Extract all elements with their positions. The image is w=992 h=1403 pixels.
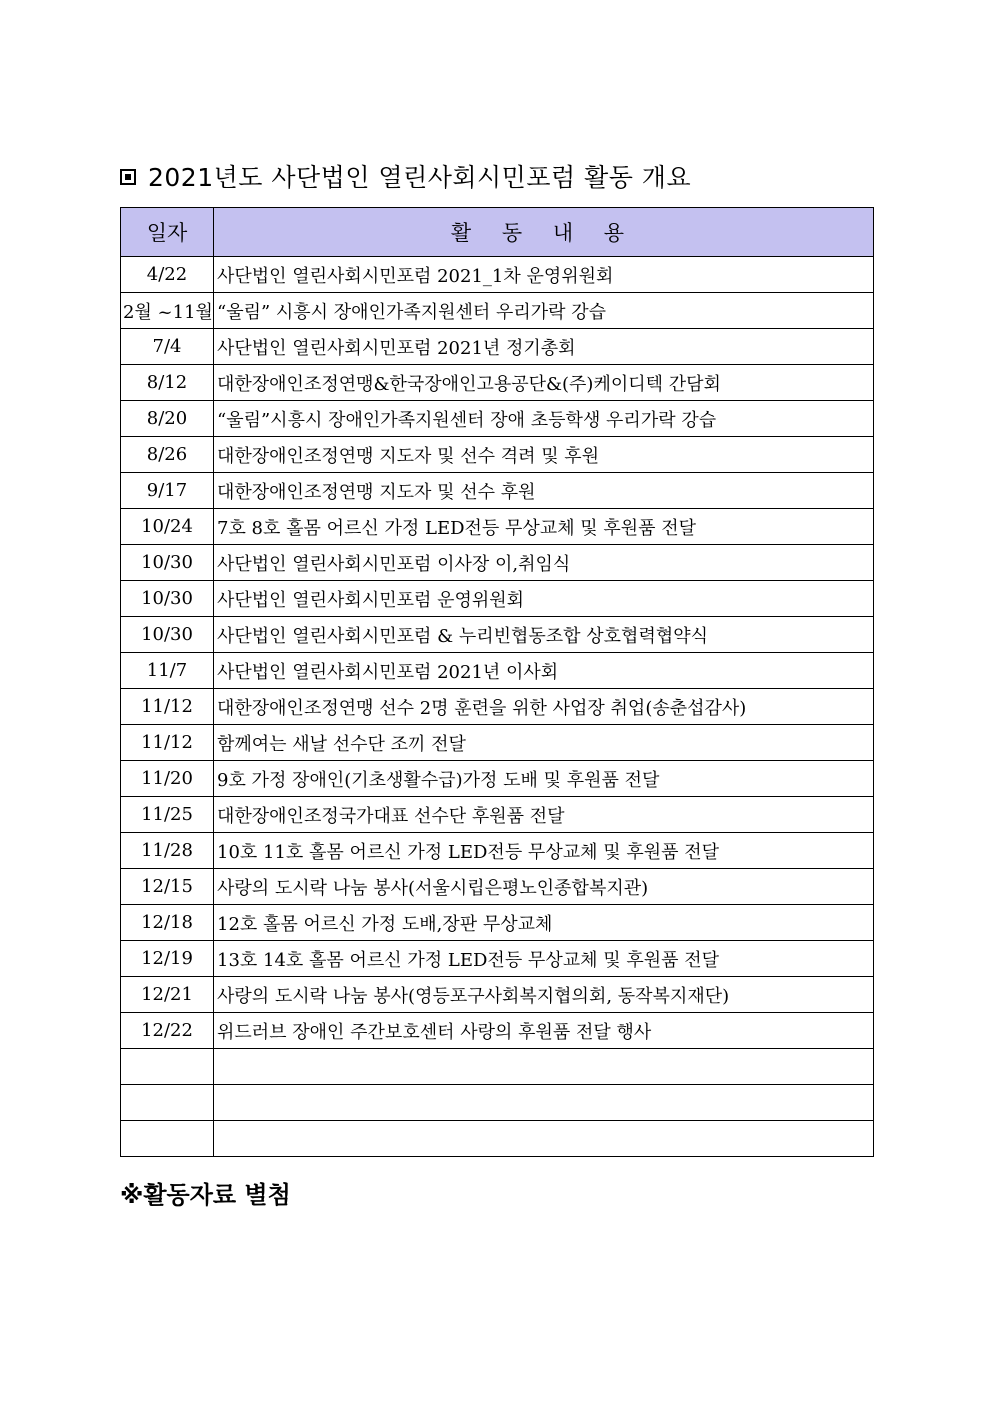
- table-row: [121, 1085, 874, 1121]
- row-date: 7/4: [121, 329, 214, 365]
- table-row: [121, 365, 874, 401]
- table-row: [121, 941, 874, 977]
- table-row: [121, 725, 874, 761]
- row-content: 사단법인 열린사회시민포럼 운영위원회: [214, 581, 874, 617]
- row-content: 대한장애인조정연맹 지도자 및 선수 후원: [214, 473, 874, 509]
- row-content: [214, 1085, 874, 1121]
- row-content: 대한장애인조정연맹&한국장애인고용공단&(주)케이디텍 간담회: [214, 365, 874, 401]
- row-content: [214, 1121, 874, 1157]
- row-content: 12호 홀몸 어르신 가정 도배,장판 무상교체: [214, 905, 874, 941]
- row-content: 사랑의 도시락 나눔 봉사(서울시립은평노인종합복지관): [214, 869, 874, 905]
- table-row: [121, 509, 874, 545]
- row-content: 10호 11호 홀몸 어르신 가정 LED전등 무상교체 및 후원품 전달: [214, 833, 874, 869]
- activity-table: [120, 207, 874, 1157]
- table-row: [121, 905, 874, 941]
- table-row: [121, 437, 874, 473]
- document-title-text: 2021년도 사단법인 열린사회시민포럼 활동 개요: [148, 163, 692, 192]
- row-date: [121, 1049, 214, 1085]
- row-date: 11/12: [121, 725, 214, 761]
- row-date: 11/25: [121, 797, 214, 833]
- row-content: 사단법인 열린사회시민포럼 이사장 이,취임식: [214, 545, 874, 581]
- attachment-note: ※활동자료 별첨: [120, 1181, 291, 1209]
- row-content: 대한장애인조정연맹 지도자 및 선수 격려 및 후원: [214, 437, 874, 473]
- table-row: [121, 1121, 874, 1157]
- table-header-row: [121, 208, 874, 257]
- table-row: [121, 869, 874, 905]
- table-row: [121, 257, 874, 293]
- row-content: 13호 14호 홀몸 어르신 가정 LED전등 무상교체 및 후원품 전달: [214, 941, 874, 977]
- table-row: [121, 653, 874, 689]
- table-row: [121, 833, 874, 869]
- row-content: [214, 1049, 874, 1085]
- row-content: 대한장애인조정국가대표 선수단 후원품 전달: [214, 797, 874, 833]
- row-date: 12/22: [121, 1013, 214, 1049]
- row-date: 4/22: [121, 257, 214, 293]
- row-date: [121, 1085, 214, 1121]
- table-row: [121, 401, 874, 437]
- row-date: 12/21: [121, 977, 214, 1013]
- square-bullet-icon: [120, 169, 136, 185]
- row-date: 11/20: [121, 761, 214, 797]
- row-date: 10/30: [121, 581, 214, 617]
- header-content: 활 동 내 용: [214, 208, 874, 257]
- table-row: [121, 1013, 874, 1049]
- table-row: [121, 581, 874, 617]
- row-date: 12/18: [121, 905, 214, 941]
- row-date: 8/20: [121, 401, 214, 437]
- row-content: “울림” 시흥시 장애인가족지원센터 우리가락 강습: [214, 293, 874, 329]
- row-content: 사랑의 도시락 나눔 봉사(영등포구사회복지협의회, 동작복지재단): [214, 977, 874, 1013]
- table-row: [121, 329, 874, 365]
- row-content: 9호 가정 장애인(기초생활수급)가정 도배 및 후원품 전달: [214, 761, 874, 797]
- table-row: [121, 293, 874, 329]
- row-date: 12/19: [121, 941, 214, 977]
- row-content: 사단법인 열린사회시민포럼 2021년 이사회: [214, 653, 874, 689]
- table-row: [121, 797, 874, 833]
- table-row: [121, 689, 874, 725]
- table-body: [121, 257, 874, 1157]
- table-row: [121, 977, 874, 1013]
- table-row: [121, 761, 874, 797]
- row-date: 11/12: [121, 689, 214, 725]
- row-date: [121, 1121, 214, 1157]
- row-date: 10/24: [121, 509, 214, 545]
- row-date: 11/28: [121, 833, 214, 869]
- row-content: 7호 8호 홀몸 어르신 가정 LED전등 무상교체 및 후원품 전달: [214, 509, 874, 545]
- table-row: [121, 545, 874, 581]
- row-content: 함께여는 새날 선수단 조끼 전달: [214, 725, 874, 761]
- row-content: 위드러브 장애인 주간보호센터 사랑의 후원품 전달 행사: [214, 1013, 874, 1049]
- row-date: 12/15: [121, 869, 214, 905]
- document-title: [120, 158, 691, 194]
- table-row: [121, 617, 874, 653]
- row-content: 대한장애인조정연맹 선수 2명 훈련을 위한 사업장 취업(송춘섭감사): [214, 689, 874, 725]
- row-content: 사단법인 열린사회시민포럼 & 누리빈협동조합 상호협력협약식: [214, 617, 874, 653]
- row-date: 9/17: [121, 473, 214, 509]
- row-date: 8/12: [121, 365, 214, 401]
- table-row: [121, 1049, 874, 1085]
- row-date: 8/26: [121, 437, 214, 473]
- header-date: 일자: [121, 208, 214, 257]
- row-content: 사단법인 열린사회시민포럼 2021_1차 운영위원회: [214, 257, 874, 293]
- row-date: 11/7: [121, 653, 214, 689]
- row-date: 10/30: [121, 545, 214, 581]
- row-date: 2월 ~11월: [121, 293, 214, 329]
- row-content: 사단법인 열린사회시민포럼 2021년 정기총회: [214, 329, 874, 365]
- row-date: 10/30: [121, 617, 214, 653]
- row-content: “울림”시흥시 장애인가족지원센터 장애 초등학생 우리가락 강습: [214, 401, 874, 437]
- table-row: [121, 473, 874, 509]
